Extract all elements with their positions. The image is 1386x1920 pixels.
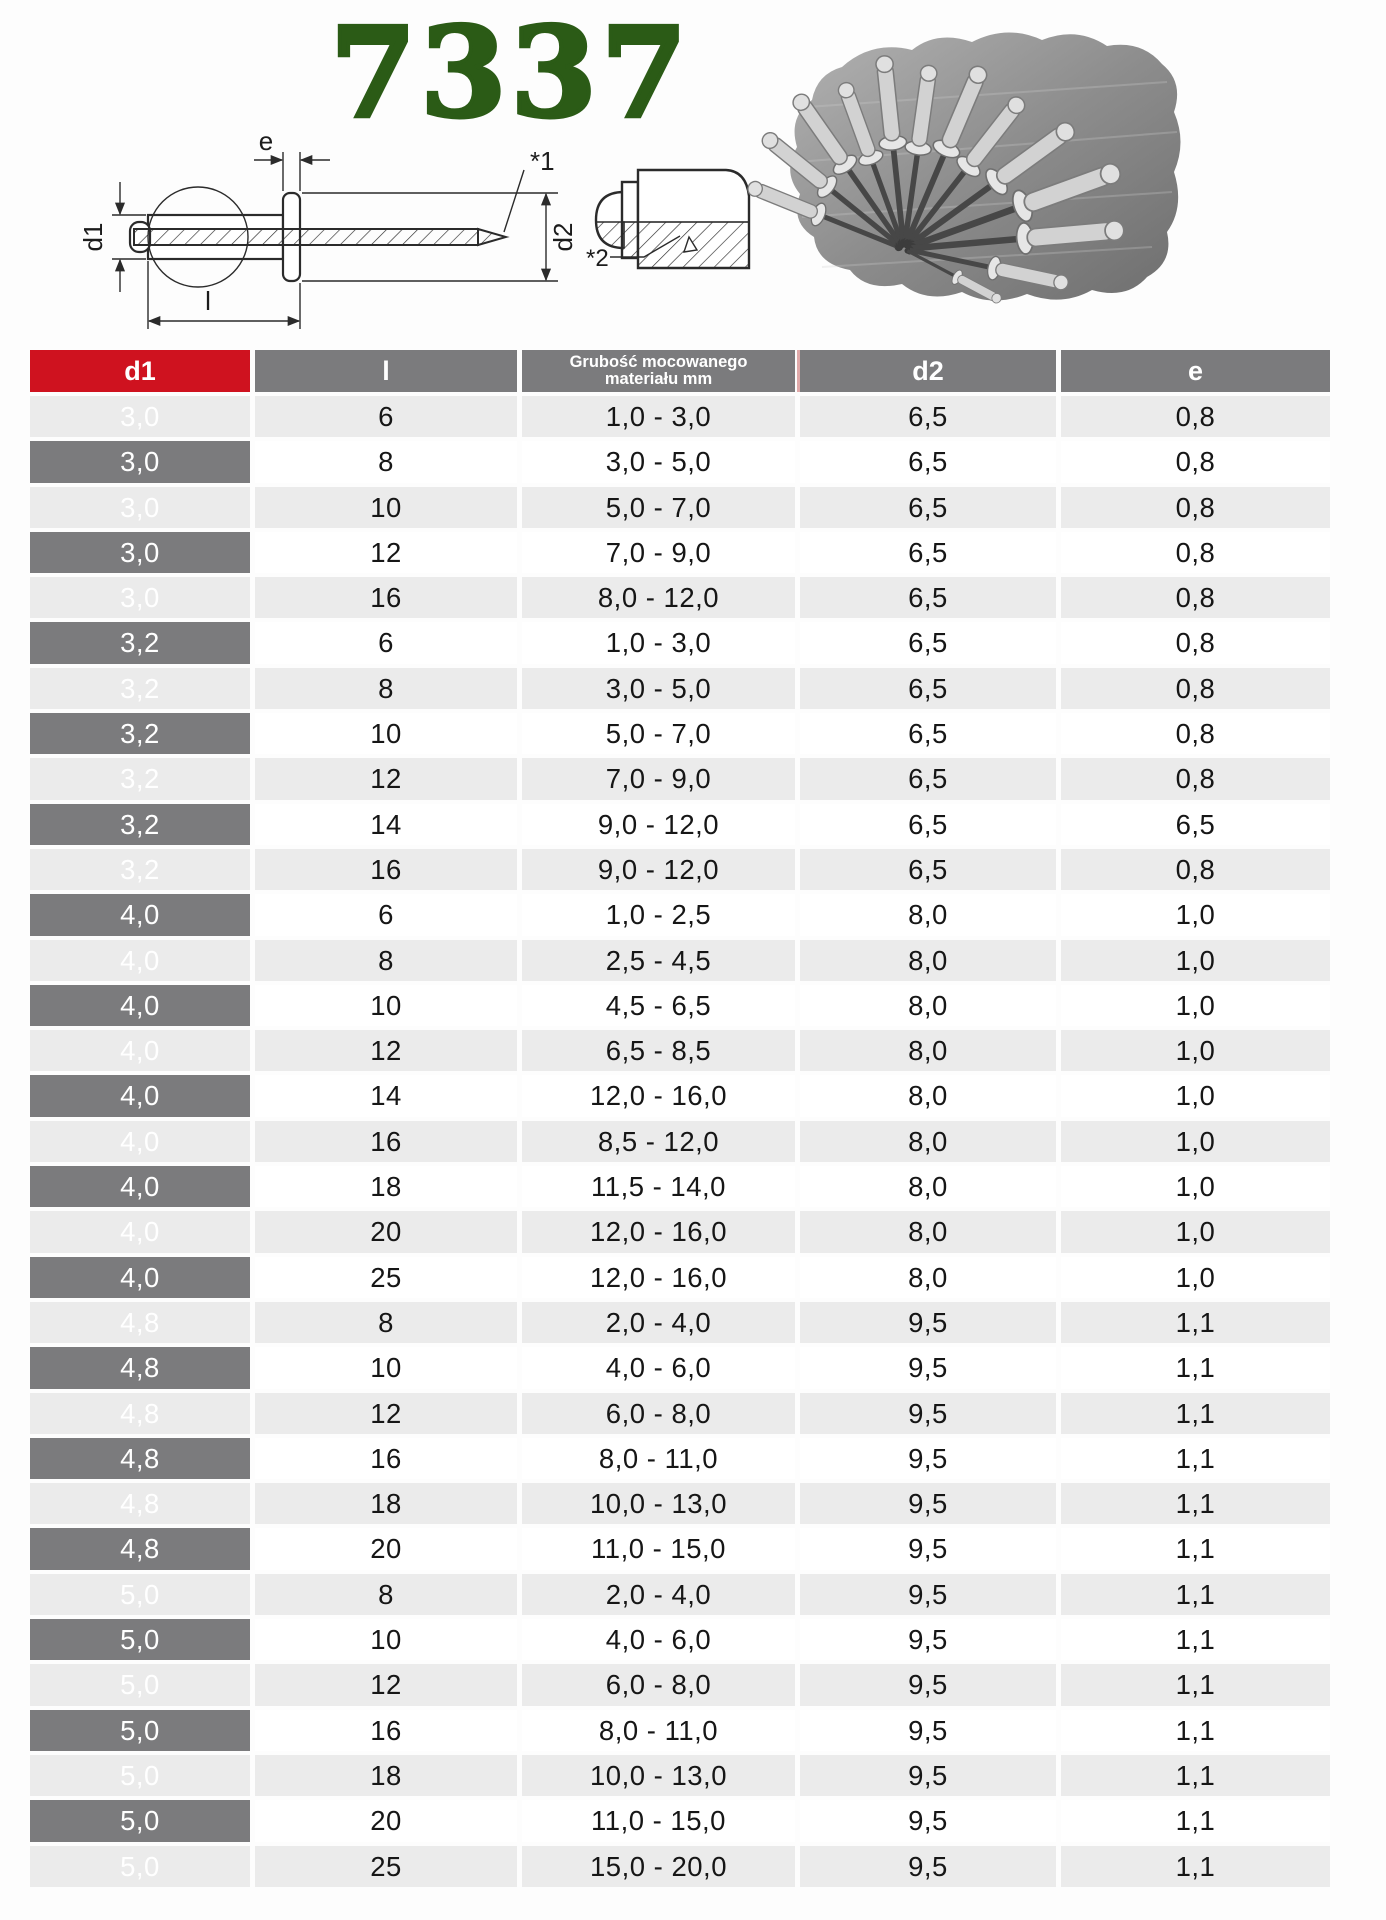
cell-e: 1,1 — [1061, 1438, 1330, 1479]
cell-d1: 4,8 — [30, 1393, 250, 1434]
table-row — [30, 1211, 1330, 1252]
cell-e: 1,0 — [1061, 1257, 1330, 1298]
table-row — [30, 1166, 1330, 1207]
cell-d1: 4,0 — [30, 1257, 250, 1298]
table-row — [30, 1619, 1330, 1660]
cell-d2: 9,5 — [800, 1846, 1056, 1887]
column-header-e — [1061, 350, 1330, 392]
cell-grubosc: 12,0 - 16,0 — [522, 1257, 795, 1298]
cell-d2: 8,0 — [800, 1121, 1056, 1162]
cell-d1: 4,8 — [30, 1528, 250, 1569]
cell-e: 1,0 — [1061, 894, 1330, 935]
cell-l: 16 — [255, 849, 517, 890]
cell-grubosc: 10,0 - 13,0 — [522, 1483, 795, 1524]
cell-e: 1,0 — [1061, 940, 1330, 981]
cell-e: 1,0 — [1061, 1211, 1330, 1252]
cell-e: 0,8 — [1061, 758, 1330, 799]
cell-d1: 4,8 — [30, 1438, 250, 1479]
cell-d1: 3,2 — [30, 758, 250, 799]
cell-e: 1,0 — [1061, 1166, 1330, 1207]
table-row — [30, 894, 1330, 935]
spec-table — [30, 350, 1330, 1891]
cell-grubosc: 3,0 - 5,0 — [522, 668, 795, 709]
cell-d1: 3,0 — [30, 487, 250, 528]
cell-e: 1,1 — [1061, 1846, 1330, 1887]
table-row — [30, 849, 1330, 890]
cell-d1: 3,2 — [30, 622, 250, 663]
cell-l: 14 — [255, 1075, 517, 1116]
cell-d2: 9,5 — [800, 1393, 1056, 1434]
cell-l: 12 — [255, 1664, 517, 1705]
table-row — [30, 1710, 1330, 1751]
cell-l: 10 — [255, 1619, 517, 1660]
cell-d2: 9,5 — [800, 1755, 1056, 1796]
cell-grubosc: 9,0 - 12,0 — [522, 849, 795, 890]
cell-d2: 8,0 — [800, 1211, 1056, 1252]
cell-e: 0,8 — [1061, 668, 1330, 709]
rivet-side-view-drawing — [58, 122, 603, 352]
note1-label: *1 — [530, 146, 555, 176]
cell-grubosc: 1,0 - 2,5 — [522, 894, 795, 935]
cell-e: 1,0 — [1061, 985, 1330, 1026]
cell-l: 14 — [255, 804, 517, 845]
dim-label-e: e — [258, 126, 274, 156]
cell-d2: 6,5 — [800, 849, 1056, 890]
cell-l: 12 — [255, 1030, 517, 1071]
cell-l: 8 — [255, 940, 517, 981]
cell-grubosc: 2,0 - 4,0 — [522, 1574, 795, 1615]
cell-e: 1,0 — [1061, 1030, 1330, 1071]
cell-d2: 9,5 — [800, 1574, 1056, 1615]
cell-l: 10 — [255, 985, 517, 1026]
cell-grubosc: 15,0 - 20,0 — [522, 1846, 795, 1887]
cell-grubosc: 4,5 - 6,5 — [522, 985, 795, 1026]
table-row — [30, 487, 1330, 528]
table-row — [30, 668, 1330, 709]
cell-d1: 5,0 — [30, 1574, 250, 1615]
cell-grubosc: 11,0 - 15,0 — [522, 1528, 795, 1569]
cell-d2: 6,5 — [800, 804, 1056, 845]
cell-d1: 4,8 — [30, 1347, 250, 1388]
column-header-e-label: e — [1187, 355, 1204, 386]
cell-d2: 8,0 — [800, 1030, 1056, 1071]
column-header-grubosc — [522, 350, 795, 392]
cell-l: 10 — [255, 487, 517, 528]
cell-d2: 8,0 — [800, 985, 1056, 1026]
cell-grubosc: 6,5 - 8,5 — [522, 1030, 795, 1071]
cell-l: 12 — [255, 758, 517, 799]
table-row — [30, 1347, 1330, 1388]
table-row — [30, 1438, 1330, 1479]
cell-d2: 8,0 — [800, 1075, 1056, 1116]
cell-d1: 4,0 — [30, 1211, 250, 1252]
cell-e: 1,1 — [1061, 1664, 1330, 1705]
cell-l: 16 — [255, 1121, 517, 1162]
cell-d1: 4,0 — [30, 1121, 250, 1162]
cell-l: 10 — [255, 1347, 517, 1388]
cell-grubosc: 7,0 - 9,0 — [522, 758, 795, 799]
cell-e: 0,8 — [1061, 441, 1330, 482]
table-row — [30, 1302, 1330, 1343]
cell-d1: 4,0 — [30, 1030, 250, 1071]
dim-l — [148, 261, 300, 329]
cell-grubosc: 12,0 - 16,0 — [522, 1075, 795, 1116]
cell-grubosc: 12,0 - 16,0 — [522, 1211, 795, 1252]
cell-d2: 9,5 — [800, 1619, 1056, 1660]
cell-e: 1,1 — [1061, 1619, 1330, 1660]
cell-d2: 6,5 — [800, 396, 1056, 437]
dim-label-l: l — [205, 286, 211, 316]
cell-d1: 3,2 — [30, 668, 250, 709]
cell-grubosc: 11,0 - 15,0 — [522, 1800, 795, 1841]
cell-d2: 6,5 — [800, 758, 1056, 799]
cell-grubosc: 9,0 - 12,0 — [522, 804, 795, 845]
cell-l: 18 — [255, 1483, 517, 1524]
column-header-d1 — [30, 350, 250, 392]
table-row — [30, 804, 1330, 845]
cell-l: 8 — [255, 1302, 517, 1343]
product-number: 7337 — [330, 1, 692, 146]
table-row — [30, 622, 1330, 663]
cell-d2: 8,0 — [800, 894, 1056, 935]
cell-l: 6 — [255, 396, 517, 437]
cell-e: 1,1 — [1061, 1483, 1330, 1524]
table-row — [30, 713, 1330, 754]
table-row — [30, 1393, 1330, 1434]
cell-l: 16 — [255, 1710, 517, 1751]
cell-d1: 3,0 — [30, 532, 250, 573]
cell-l: 20 — [255, 1800, 517, 1841]
column-header-d2-label: d2 — [912, 355, 944, 386]
table-row — [30, 1664, 1330, 1705]
cell-grubosc: 4,0 - 6,0 — [522, 1347, 795, 1388]
cell-d1: 5,0 — [30, 1710, 250, 1751]
dim-e — [254, 152, 330, 191]
cell-d1: 4,0 — [30, 1166, 250, 1207]
cell-l: 16 — [255, 1438, 517, 1479]
table-row — [30, 577, 1330, 618]
cell-d1: 5,0 — [30, 1664, 250, 1705]
table-row — [30, 1257, 1330, 1298]
table-row — [30, 1030, 1330, 1071]
cell-d2: 6,5 — [800, 487, 1056, 528]
cell-grubosc: 8,0 - 12,0 — [522, 577, 795, 618]
cell-e: 0,8 — [1061, 622, 1330, 663]
cell-e: 1,1 — [1061, 1393, 1330, 1434]
cell-d1: 3,2 — [30, 849, 250, 890]
cell-d1: 3,2 — [30, 713, 250, 754]
cell-d1: 4,0 — [30, 1075, 250, 1116]
cell-e: 1,1 — [1061, 1302, 1330, 1343]
cell-d2: 8,0 — [800, 940, 1056, 981]
cell-d1: 4,0 — [30, 985, 250, 1026]
table-row — [30, 441, 1330, 482]
cell-l: 6 — [255, 894, 517, 935]
cell-l: 25 — [255, 1257, 517, 1298]
cell-grubosc: 2,0 - 4,0 — [522, 1302, 795, 1343]
table-header-row — [30, 350, 1330, 392]
cell-e: 0,8 — [1061, 487, 1330, 528]
cell-l: 8 — [255, 1574, 517, 1615]
note1-leader — [504, 170, 524, 232]
cell-d2: 9,5 — [800, 1438, 1056, 1479]
column-header-grubosc-line2: materiału mm — [604, 370, 713, 388]
cell-d2: 6,5 — [800, 441, 1056, 482]
cell-l: 12 — [255, 532, 517, 573]
cell-d2: 9,5 — [800, 1528, 1056, 1569]
column-header-grubosc-line1: Grubość mocowanego — [569, 353, 748, 371]
cell-d1: 3,0 — [30, 577, 250, 618]
cell-grubosc: 10,0 - 13,0 — [522, 1755, 795, 1796]
cell-grubosc: 1,0 - 3,0 — [522, 622, 795, 663]
cell-e: 6,5 — [1061, 804, 1330, 845]
cell-d1: 4,8 — [30, 1483, 250, 1524]
cell-grubosc: 6,0 - 8,0 — [522, 1393, 795, 1434]
cell-d2: 8,0 — [800, 1257, 1056, 1298]
column-header-l-label: l — [382, 355, 390, 386]
table-row — [30, 1800, 1330, 1841]
cell-l: 18 — [255, 1166, 517, 1207]
cell-d2: 6,5 — [800, 532, 1056, 573]
cell-e: 1,1 — [1061, 1528, 1330, 1569]
cell-d1: 3,2 — [30, 804, 250, 845]
cell-l: 20 — [255, 1211, 517, 1252]
cell-l: 10 — [255, 713, 517, 754]
cell-grubosc: 4,0 - 6,0 — [522, 1619, 795, 1660]
cell-e: 1,1 — [1061, 1710, 1330, 1751]
cell-e: 1,0 — [1061, 1075, 1330, 1116]
cell-d2: 9,5 — [800, 1347, 1056, 1388]
cell-e: 0,8 — [1061, 396, 1330, 437]
table-row — [30, 1846, 1330, 1887]
cell-d2: 6,5 — [800, 622, 1056, 663]
table-row — [30, 1075, 1330, 1116]
cell-d1: 5,0 — [30, 1846, 250, 1887]
cell-l: 16 — [255, 577, 517, 618]
table-row — [30, 1755, 1330, 1796]
table-row — [30, 1121, 1330, 1162]
cell-e: 0,8 — [1061, 577, 1330, 618]
cell-e: 0,8 — [1061, 713, 1330, 754]
cell-grubosc: 6,0 - 8,0 — [522, 1664, 795, 1705]
cell-grubosc: 3,0 - 5,0 — [522, 441, 795, 482]
cell-grubosc: 11,5 - 14,0 — [522, 1166, 795, 1207]
cell-l: 18 — [255, 1755, 517, 1796]
cell-d2: 9,5 — [800, 1800, 1056, 1841]
cell-grubosc: 8,0 - 11,0 — [522, 1438, 795, 1479]
cell-e: 1,0 — [1061, 1121, 1330, 1162]
cell-d1: 5,0 — [30, 1619, 250, 1660]
cell-d2: 6,5 — [800, 713, 1056, 754]
cell-d1: 3,0 — [30, 396, 250, 437]
table-row — [30, 1483, 1330, 1524]
cell-grubosc: 8,5 - 12,0 — [522, 1121, 795, 1162]
cell-l: 8 — [255, 441, 517, 482]
cell-d2: 6,5 — [800, 668, 1056, 709]
table-row — [30, 758, 1330, 799]
cell-grubosc: 1,0 - 3,0 — [522, 396, 795, 437]
cell-l: 25 — [255, 1846, 517, 1887]
cell-e: 0,8 — [1061, 532, 1330, 573]
column-header-d2 — [800, 350, 1056, 392]
cell-e: 1,1 — [1061, 1800, 1330, 1841]
table-row — [30, 940, 1330, 981]
rivets-photo — [722, 12, 1187, 307]
cell-l: 8 — [255, 668, 517, 709]
dim-label-d2: d2 — [548, 222, 578, 252]
cell-grubosc: 8,0 - 11,0 — [522, 1710, 795, 1751]
column-header-l — [255, 350, 517, 392]
cell-d2: 9,5 — [800, 1664, 1056, 1705]
cell-grubosc: 2,5 - 4,5 — [522, 940, 795, 981]
table-row — [30, 1574, 1330, 1615]
cell-grubosc: 5,0 - 7,0 — [522, 487, 795, 528]
cell-d1: 5,0 — [30, 1755, 250, 1796]
cell-d2: 8,0 — [800, 1166, 1056, 1207]
cell-e: 1,1 — [1061, 1755, 1330, 1796]
cell-e: 1,1 — [1061, 1347, 1330, 1388]
cell-d1: 3,0 — [30, 441, 250, 482]
cell-l: 6 — [255, 622, 517, 663]
cell-e: 0,8 — [1061, 849, 1330, 890]
cell-d1: 4,0 — [30, 940, 250, 981]
cell-l: 20 — [255, 1528, 517, 1569]
cell-grubosc: 5,0 - 7,0 — [522, 713, 795, 754]
table-body — [30, 396, 1330, 1887]
cell-e: 1,1 — [1061, 1574, 1330, 1615]
cell-d2: 6,5 — [800, 577, 1056, 618]
cell-d1: 4,0 — [30, 894, 250, 935]
table-row — [30, 1528, 1330, 1569]
cell-l: 12 — [255, 1393, 517, 1434]
cell-d1: 5,0 — [30, 1800, 250, 1841]
table-row — [30, 396, 1330, 437]
cell-d2: 9,5 — [800, 1302, 1056, 1343]
table-row — [30, 532, 1330, 573]
table-row — [30, 985, 1330, 1026]
cell-grubosc: 7,0 - 9,0 — [522, 532, 795, 573]
column-header-d1-label: d1 — [124, 355, 156, 386]
dim-label-d1: d1 — [78, 222, 108, 252]
cell-d1: 4,8 — [30, 1302, 250, 1343]
cell-d2: 9,5 — [800, 1710, 1056, 1751]
cell-d2: 9,5 — [800, 1483, 1056, 1524]
note2-label: *2 — [586, 245, 609, 272]
